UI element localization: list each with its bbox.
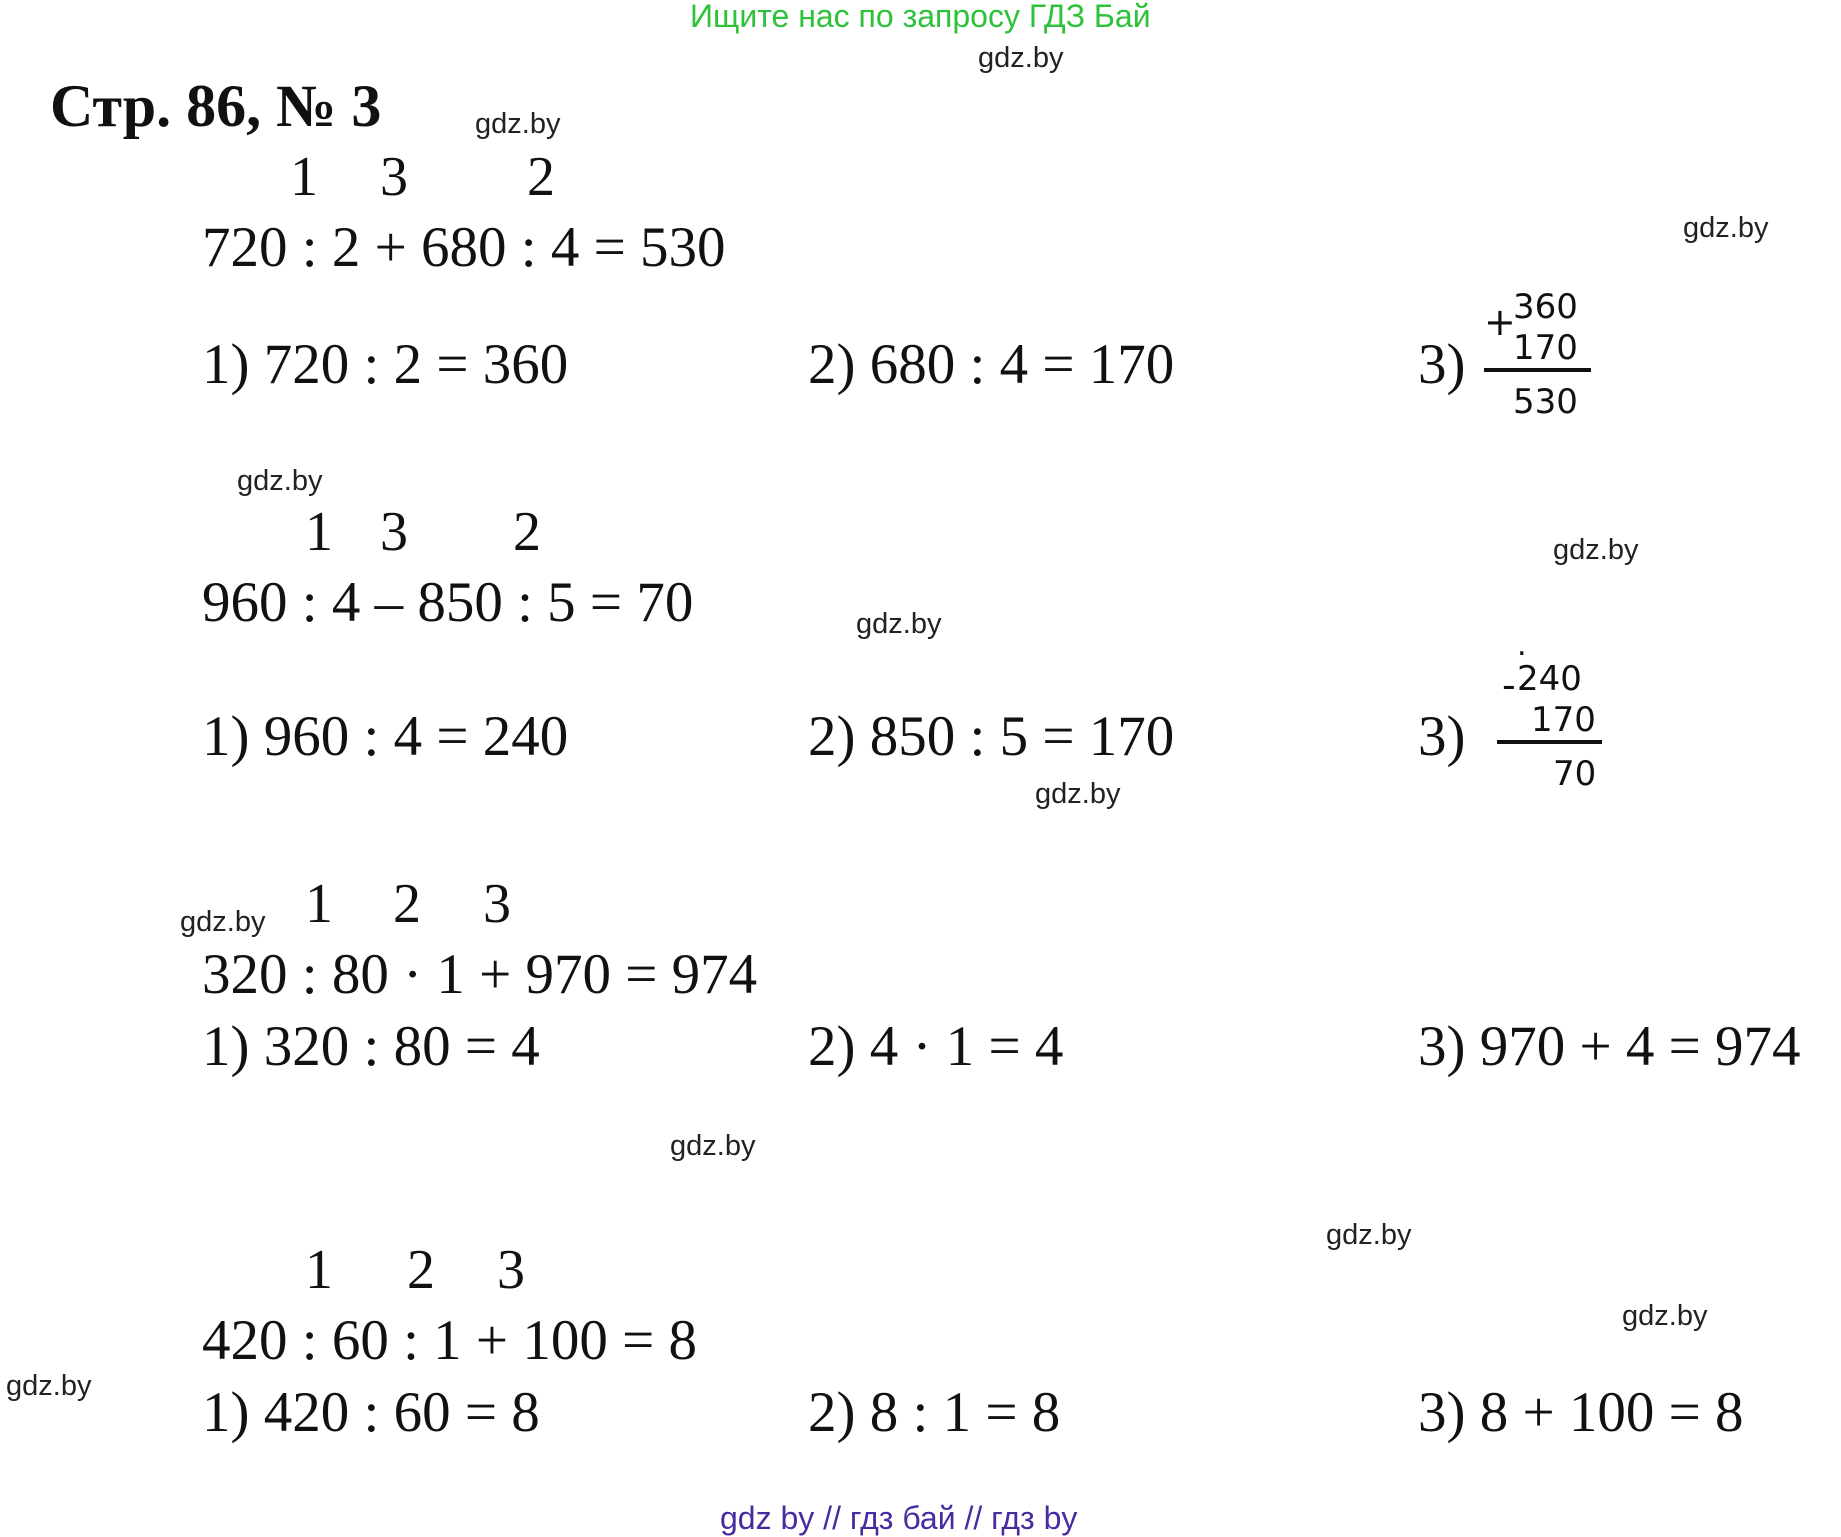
order-number: 1 [305, 873, 333, 935]
order-number: 1 [290, 146, 318, 208]
watermark: gdz.by [1035, 778, 1121, 810]
page-title: Стр. 86, № 3 [50, 73, 382, 139]
watermark: gdz.by [6, 1370, 92, 1402]
step-3-label: 3) [1418, 333, 1466, 396]
order-number: 3 [380, 146, 408, 208]
column-divider [1484, 368, 1591, 372]
column-result: 70 [1553, 754, 1597, 794]
order-number: 1 [305, 1239, 333, 1301]
order-number: 3 [380, 501, 408, 563]
column-divider [1497, 740, 1602, 744]
column-operand-bottom: 170 [1513, 328, 1578, 368]
plus-sign: + [1484, 300, 1516, 344]
order-number: 2 [513, 501, 541, 563]
order-number: 2 [407, 1239, 435, 1301]
column-operand-top: 240 [1517, 659, 1582, 699]
step-3: 3) 970 + 4 = 974 [1418, 1015, 1801, 1078]
step-2: 2) 8 : 1 = 8 [808, 1381, 1061, 1444]
watermark: gdz.by [237, 465, 323, 497]
expression: 960 : 4 – 850 : 5 = 70 [202, 571, 694, 634]
order-number: 1 [305, 501, 333, 563]
step-2: 2) 680 : 4 = 170 [808, 333, 1175, 396]
column-operand-bottom: 170 [1531, 700, 1596, 740]
watermark: gdz.by [180, 906, 266, 938]
watermark: gdz.by [1553, 534, 1639, 566]
watermark: gdz.by [670, 1130, 756, 1162]
search-banner: Ищите нас по запросу ГДЗ Бай [690, 0, 1151, 34]
order-number: 2 [393, 873, 421, 935]
watermark: gdz.by [856, 608, 942, 640]
borrow-dot: . [1517, 628, 1527, 663]
column-result: 530 [1513, 382, 1578, 422]
expression: 420 : 60 : 1 + 100 = 8 [202, 1309, 697, 1372]
footer-text: gdz by // гдз бай // гдз by [720, 1500, 1078, 1536]
step-3-label: 3) [1418, 705, 1466, 768]
watermark: gdz.by [475, 108, 561, 140]
step-1: 1) 960 : 4 = 240 [202, 705, 569, 768]
step-1: 1) 420 : 60 = 8 [202, 1381, 540, 1444]
order-number: 3 [483, 873, 511, 935]
order-number: 2 [527, 146, 555, 208]
step-2: 2) 850 : 5 = 170 [808, 705, 1175, 768]
expression: 720 : 2 + 680 : 4 = 530 [202, 216, 726, 279]
step-3: 3) 8 + 100 = 8 [1418, 1381, 1744, 1444]
watermark: gdz.by [1622, 1300, 1708, 1332]
column-operand-top: 360 [1513, 287, 1578, 327]
step-2: 2) 4 · 1 = 4 [808, 1015, 1064, 1078]
watermark: gdz.by [1326, 1219, 1412, 1251]
expression: 320 : 80 · 1 + 970 = 974 [202, 943, 758, 1006]
step-1: 1) 320 : 80 = 4 [202, 1015, 540, 1078]
watermark: gdz.by [978, 42, 1064, 74]
minus-sign: - [1502, 663, 1516, 707]
watermark: gdz.by [1683, 212, 1769, 244]
step-1: 1) 720 : 2 = 360 [202, 333, 569, 396]
order-number: 3 [497, 1239, 525, 1301]
